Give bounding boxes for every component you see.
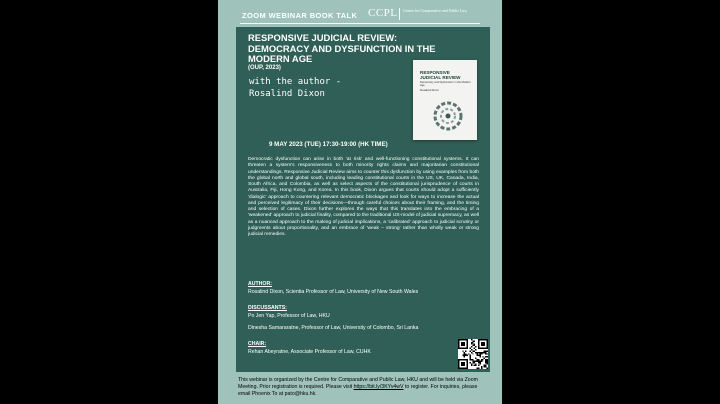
logo-separator bbox=[399, 8, 400, 20]
event-datetime: 9 MAY 2023 (TUE) 17:30-19:00 (HK TIME) bbox=[269, 141, 388, 148]
footer-text-1: This webinar is organized by the Centre for Comparative and Public Law, HKU and will be held via Zoom Meeting. Prior registration is required. Please visit bbox=[238, 377, 478, 390]
book-cover-author: Rosalind Dixon bbox=[420, 88, 439, 92]
ccpl-logo bbox=[368, 7, 478, 23]
registration-link[interactable]: https://bit.ly/3KYv4wV bbox=[353, 384, 404, 390]
book-title: RESPONSIVE JUDICIAL REVIEW: DEMOCRACY AND DYSFUNCTION IN THE MODERN AGE bbox=[248, 32, 436, 64]
chair-label: CHAIR: bbox=[248, 341, 267, 347]
discussant-2: Dinesha Samararatne, Professor of Law, University of Colombo, Sri Lanka bbox=[248, 325, 419, 331]
book-description: Democratic dysfunction can arise in both 'at risk' and well-functioning constitutional systems. It can threaten a system's responsiveness to both minority rights claims and majoritarian constitutional understandings. Responsive Judicial Review aims to counter this dysfunction by using examples from both the global north and global south, including leading constitutional courts in the US, UK, Canada, India, South Africa, and Colombia, as well as select aspects of the constitutional jurisprudence of courts in Australia, Fiji, Hong Kong, and Korea. In this book, Dixon argues that courts should adopt a sufficiently 'dialogic' approach to countering relevant democratic blockages and look for ways to increase the actual and perceived legitimacy of their decisions—through careful choices about their framing, and the timing and selection of cases. Dixon further explores the ways that this translates into the embracing of a 'weakened' approach to judicial finality, compared to the traditional US-model of judicial supremacy, as well as a nuanced approach to the making of judicial implications, a 'calibrated' approach to judicial scrutiny or judgments about proportionality, and an embrace of 'weak – strong' rather than wholly weak or strong judicial remedies. bbox=[248, 157, 479, 237]
author-name: Rosalind Dixon, Scientia Professor of Law, University of New South Wales bbox=[248, 289, 419, 295]
book-cover-title: RESPONSIVE JUDICIAL REVIEW bbox=[420, 70, 461, 80]
book-cover-image bbox=[413, 60, 477, 140]
footer-text-2: to register. For inquiries, please email Phoenix To at pato@hku.hk. bbox=[238, 384, 478, 397]
poster-header bbox=[218, 0, 502, 24]
poster bbox=[218, 0, 502, 404]
book-cover-subtitle: Democracy and Dysfunction in the Modern Age bbox=[420, 81, 471, 87]
discussants-label: DISCUSSANTS: bbox=[248, 305, 287, 311]
discussant-1: Po Jen Yap, Professor of Law, HKU bbox=[248, 313, 330, 319]
book-publisher: (OUP, 2023) bbox=[248, 65, 281, 71]
book-cover-art bbox=[420, 94, 470, 134]
author-intro: with the author - Rosalind Dixon bbox=[249, 77, 342, 99]
ccpl-logo-name: Centre for Comparative and Public Law bbox=[403, 8, 468, 13]
qr-code[interactable] bbox=[458, 339, 488, 369]
footer-note bbox=[238, 377, 484, 398]
chair-name: Rehan Abeyratne, Associate Professor of Law, CUHK bbox=[248, 349, 371, 355]
header-divider bbox=[240, 23, 480, 24]
ccpl-logo-abbr: CCPL bbox=[368, 7, 398, 19]
author-label: AUTHOR: bbox=[248, 281, 272, 287]
content-card bbox=[236, 27, 490, 372]
event-type: ZOOM WEBINAR BOOK TALK bbox=[242, 11, 358, 20]
